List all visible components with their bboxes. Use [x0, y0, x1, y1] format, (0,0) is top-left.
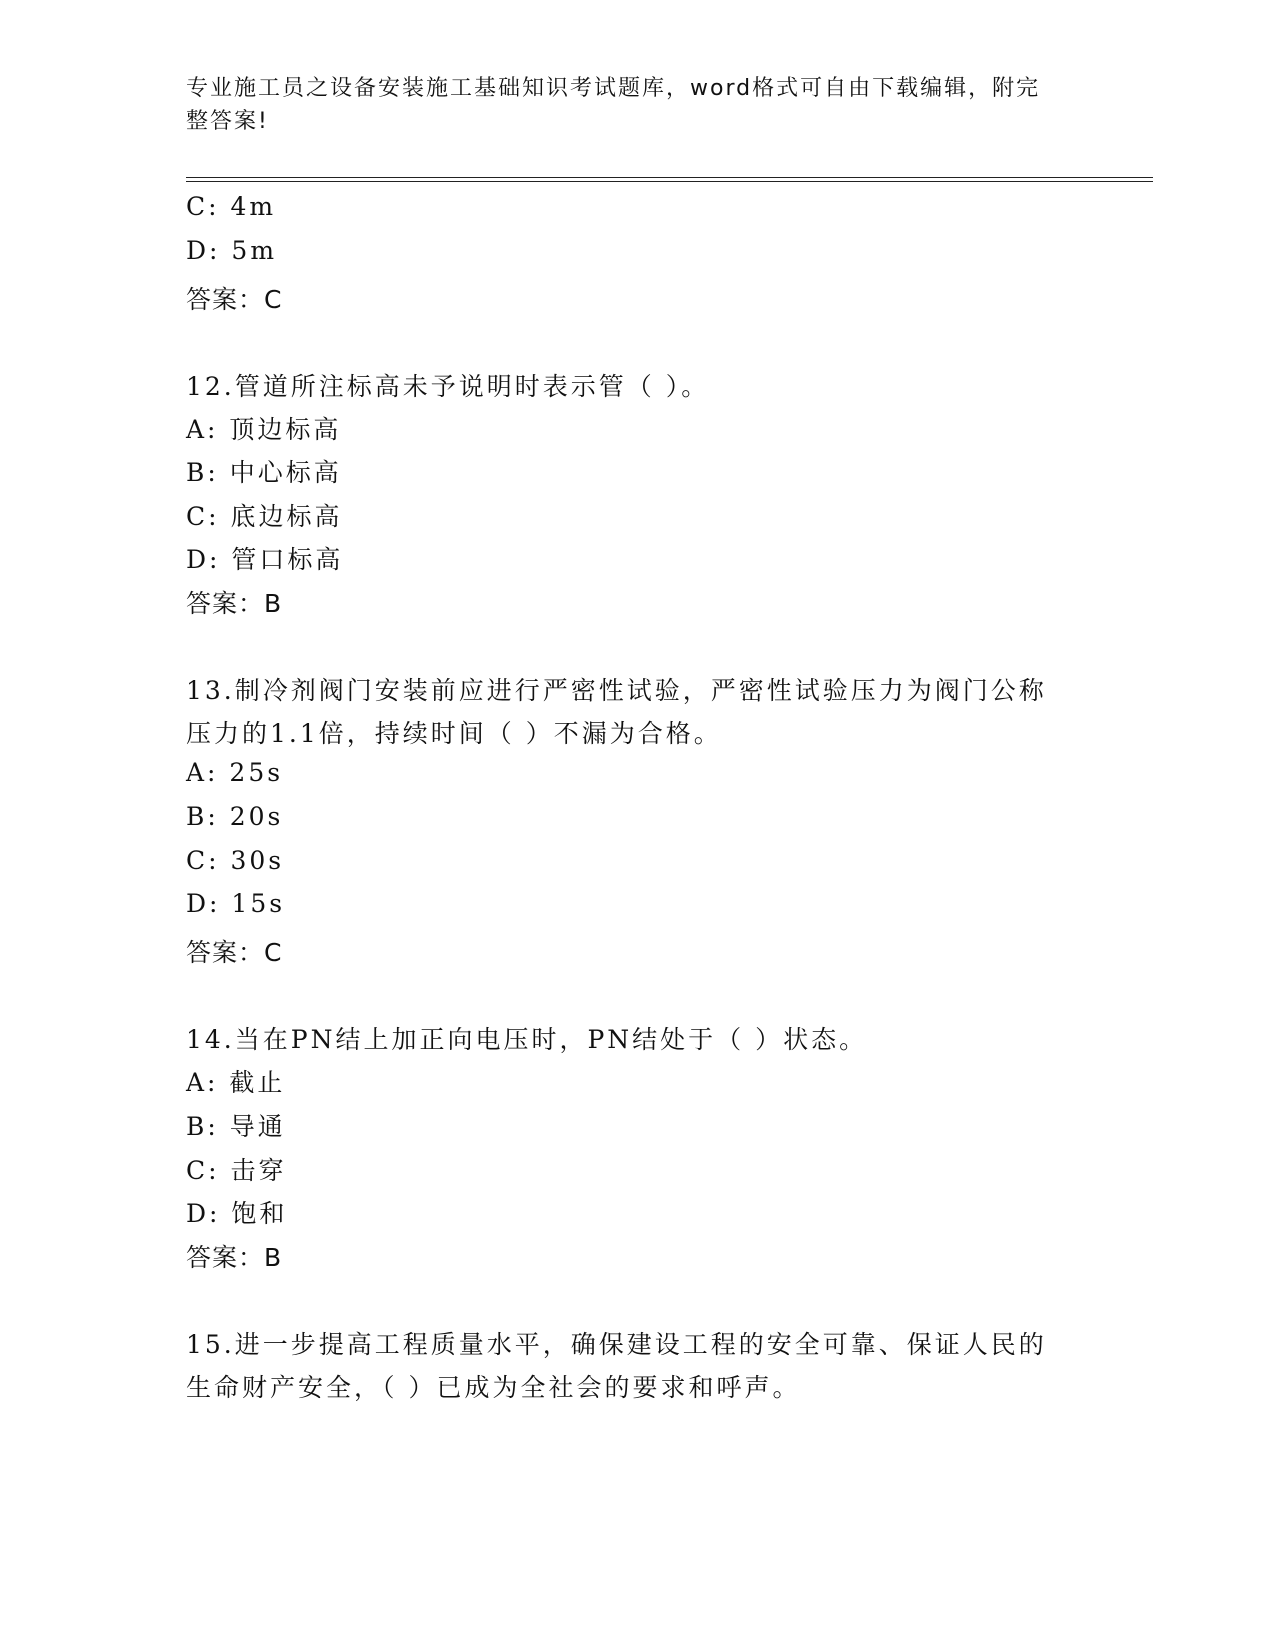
option-d: D: 管口标高 — [186, 545, 344, 574]
header-line-1: 专业施工员之设备安装施工基础知识考试题库，word格式可自由下载编辑，附完 — [186, 76, 1041, 101]
option-c: C: 30s — [186, 846, 285, 875]
answer-line: 答案：B — [186, 1243, 283, 1272]
answer-line: 答案：C — [186, 938, 283, 967]
option-a: A: 25s — [186, 758, 284, 787]
question-15-text-line-1: 15.进一步提高工程质量水平，确保建设工程的安全可靠、保证人民的 — [186, 1330, 1047, 1359]
answer-line: 答案：B — [186, 589, 283, 618]
option-b: B: 导通 — [186, 1112, 286, 1141]
option-d: D: 饱和 — [186, 1199, 288, 1228]
option-c: C: 4m — [186, 192, 277, 221]
option-b: B: 中心标高 — [186, 458, 342, 487]
option-d: D: 15s — [186, 889, 286, 918]
option-a: A: 顶边标高 — [186, 415, 342, 444]
header-line-2: 整答案! — [186, 109, 269, 134]
question-12-text: 12.管道所注标高未予说明时表示管（ ）。 — [186, 372, 710, 401]
question-15-text-line-2: 生命财产安全，（ ）已成为全社会的要求和呼声。 — [186, 1373, 801, 1402]
question-14-text: 14.当在PN结上加正向电压时，PN结处于（ ）状态。 — [186, 1025, 868, 1054]
page-header — [186, 72, 1066, 138]
option-c: C: 底边标高 — [186, 502, 343, 531]
option-c: C: 击穿 — [186, 1156, 287, 1185]
answer-line: 答案：C — [186, 285, 283, 314]
question-13-text-line-1: 13.制冷剂阀门安装前应进行严密性试验，严密性试验压力为阀门公称 — [186, 676, 1047, 705]
option-a: A: 截止 — [186, 1068, 286, 1097]
option-b: B: 20s — [186, 802, 284, 831]
question-13-text-line-2: 压力的1.1倍，持续时间（ ）不漏为合格。 — [186, 719, 722, 748]
option-d: D: 5m — [186, 236, 278, 265]
header-rule — [186, 177, 1153, 182]
